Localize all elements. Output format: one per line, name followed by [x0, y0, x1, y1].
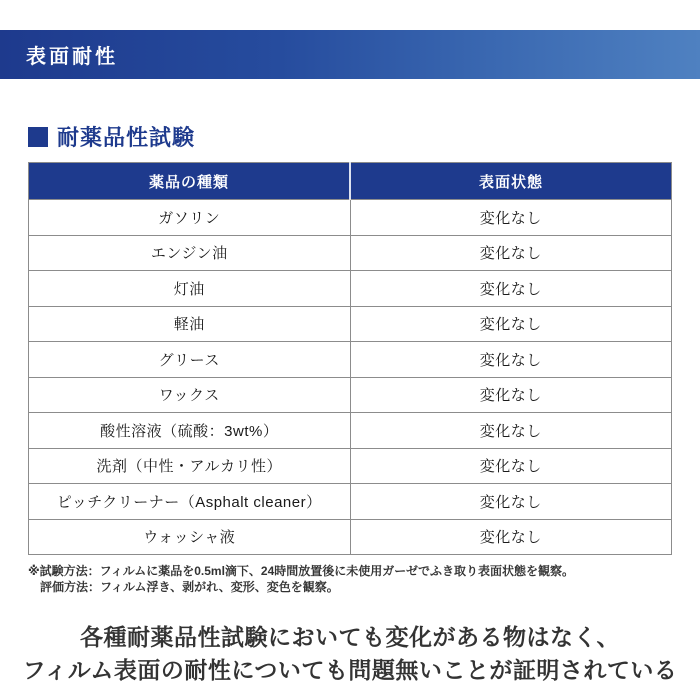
conclusion-line-1: 各種耐薬品性試験においても変化がある物はなく、	[79, 624, 621, 650]
banner-header	[0, 30, 700, 79]
result-cell: 変化なし	[350, 448, 672, 484]
result-cell: 変化なし	[350, 306, 672, 342]
result-cell: 変化なし	[350, 271, 672, 307]
table-row	[29, 306, 672, 342]
chemical-cell: 軽油	[29, 306, 351, 342]
conclusion-statement	[0, 621, 700, 687]
footnote-test-method: ※試験方法：フィルムに薬品を0.5ml滴下、24時間放置後に未使用ガーゼでふき取り表面状態を観察。	[28, 564, 575, 578]
result-cell: 変化なし	[350, 413, 672, 449]
table-row	[29, 342, 672, 378]
section-heading-label: 耐薬品性試験	[57, 125, 196, 150]
result-cell: 変化なし	[350, 235, 672, 271]
table-body	[29, 200, 672, 555]
chemical-cell: ウォッシャ液	[29, 519, 351, 555]
chemical-resistance-table	[28, 162, 672, 555]
section-heading	[28, 121, 700, 152]
result-cell: 変化なし	[350, 377, 672, 413]
chemical-cell: 洗剤（中性・アルカリ性）	[29, 448, 351, 484]
table-header	[29, 163, 672, 200]
footnote-evaluation-method: 評価方法：フィルム浮き、剥がれ、変形、変色を観察。	[40, 580, 339, 594]
result-cell: 変化なし	[350, 200, 672, 236]
table-row	[29, 271, 672, 307]
chemical-cell: ガソリン	[29, 200, 351, 236]
section-marker-icon	[28, 127, 48, 147]
column-header-chemical-type: 薬品の種類	[29, 163, 351, 200]
banner-title: 表面耐性	[26, 46, 118, 68]
table-row	[29, 200, 672, 236]
chemical-cell: 酸性溶液（硫酸：3wt%）	[29, 413, 351, 449]
chemical-cell: エンジン油	[29, 235, 351, 271]
chemical-cell: ピッチクリーナー（Asphalt cleaner）	[29, 484, 351, 520]
table-row	[29, 484, 672, 520]
table-row	[29, 413, 672, 449]
table-header-row	[29, 163, 672, 200]
conclusion-line-2: フィルム表面の耐性についても問題無いことが証明されている	[22, 657, 678, 683]
footnote	[28, 563, 700, 595]
chemical-cell: ワックス	[29, 377, 351, 413]
result-cell: 変化なし	[350, 484, 672, 520]
table-row	[29, 235, 672, 271]
table-row	[29, 448, 672, 484]
table-row	[29, 519, 672, 555]
chemical-cell: グリース	[29, 342, 351, 378]
result-cell: 変化なし	[350, 342, 672, 378]
column-header-surface-state: 表面状態	[350, 163, 672, 200]
chemical-cell: 灯油	[29, 271, 351, 307]
table-row	[29, 377, 672, 413]
result-cell: 変化なし	[350, 519, 672, 555]
